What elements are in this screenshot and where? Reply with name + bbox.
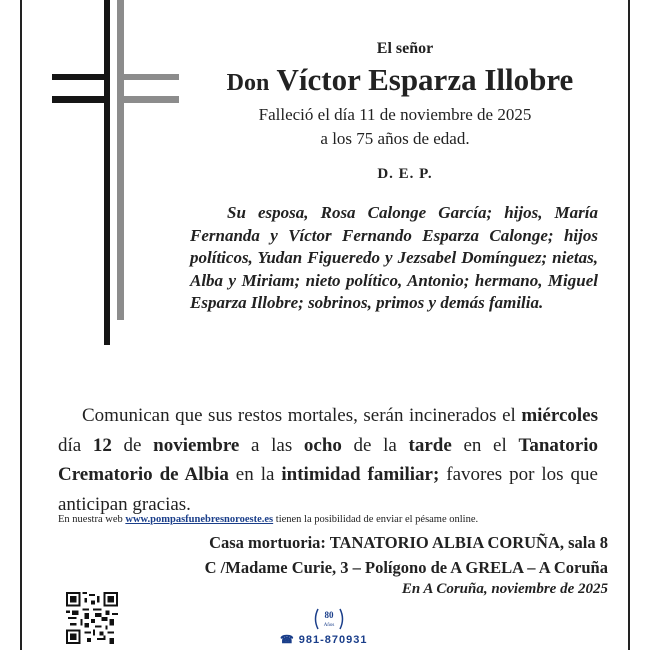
family-text: Su esposa, Rosa Calonge García; hijos, María Fernanda y Víctor Fernando Esparza Calonge; hijos políticos, Yudan Figueredo y Jezsabel Domínguez; nietas, Alba y Miriam; nieto político, Antonio; hermano, Miguel Esparza Illobre; sobrinos, primos y demás familia.: [190, 203, 598, 313]
badge-number: 80: [324, 610, 334, 620]
anniversary-badge-icon: [312, 605, 346, 633]
place-date: En A Coruña, noviembre de 2025: [401, 581, 608, 597]
cross-icon: [52, 0, 182, 360]
name-text: Víctor Esparza Illobre: [276, 62, 574, 97]
phone-number[interactable]: ☎ 981-870931: [280, 634, 368, 646]
deceased-name: [185, 62, 615, 98]
death-age: a los 75 años de edad.: [320, 129, 470, 148]
website-link[interactable]: www.pompasfunebresnoroeste.es: [125, 514, 274, 525]
phone-icon: ☎: [280, 634, 295, 646]
title-small: El señor: [376, 40, 434, 57]
death-date: Falleció el día 11 de noviembre de 2025: [258, 105, 532, 124]
address: C /Madame Curie, 3 – Polígono de A GRELA – A Coruña: [204, 558, 608, 577]
frame-left-border: [20, 0, 22, 650]
death-info: [190, 103, 600, 151]
funeral-home: Casa mortuoria: TANATORIO ALBIA CORUÑA, sala 8: [209, 533, 608, 552]
dep-label: D. E. P.: [377, 166, 433, 182]
badge-text: Años: [323, 623, 335, 628]
name-prefix: Don: [226, 70, 270, 96]
frame-right-border: [628, 0, 630, 650]
qr-code-icon[interactable]: [66, 592, 118, 644]
web-notice: En nuestra web www.pompasfunebresnoroeste.es tienen la posibilidad de enviar el pésame online.: [58, 514, 479, 525]
funeral-announcement: Comunican que sus restos mortales, serán incinerados el miércoles día 12 de noviembre a las ocho de la tarde en el Tanatorio Crematorio de Albia en la intimidad familiar; favores por los que anticipan gracias.: [58, 405, 598, 515]
